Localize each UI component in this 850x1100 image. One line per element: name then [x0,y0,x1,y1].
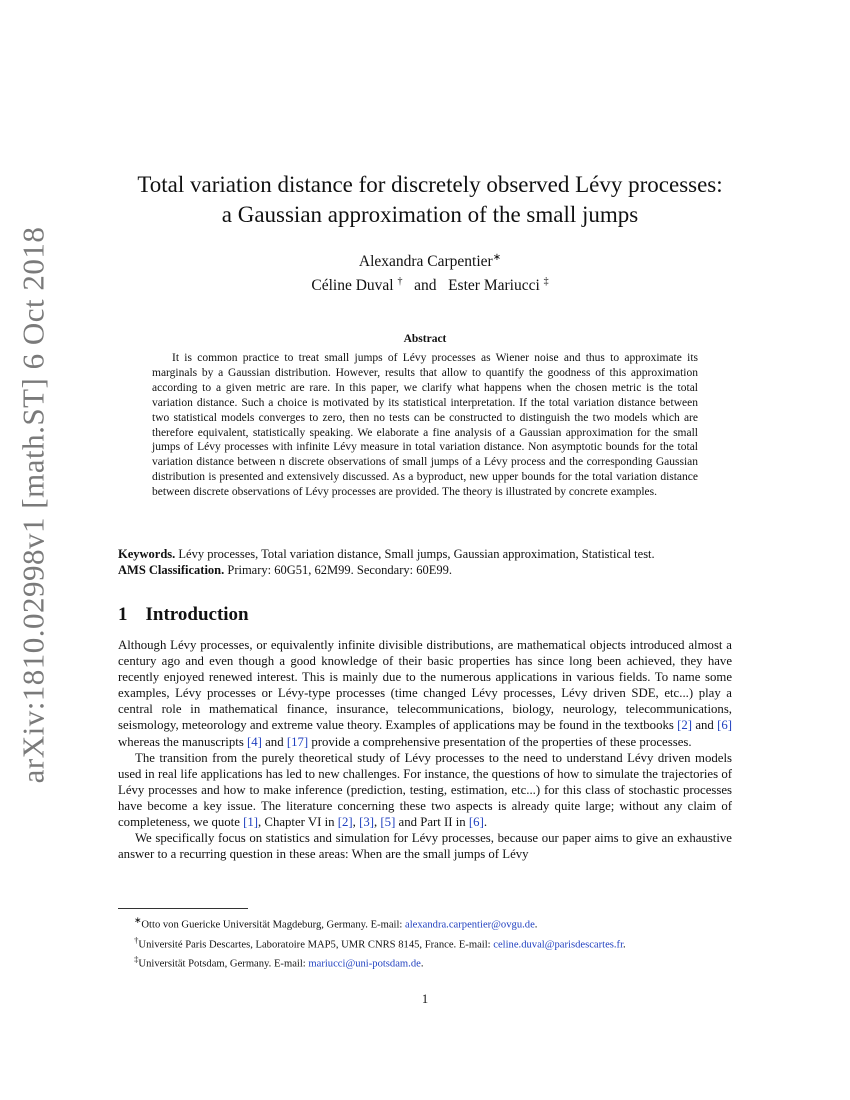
keywords-block [118,546,738,578]
author-block [110,248,750,296]
keywords-line: Keywords. Lévy processes, Total variation distance, Small jumps, Gaussian approximation, Statistical test. [118,547,655,561]
abstract-text: It is common practice to treat small jumps of Lévy processes as Wiener noise and thus to approximate its marginals by a Gaussian distribution. However, results that allow to quantify the goodness of this approximation according to a given metric are rare. In this paper, we clarify what happens when the chosen metric is the total variation distance. Such a choice is motivated by its statistical interpretation. If the total variation distance between two statistical models converges to zero, then no tests can be constructed to distinguish the two models which are therefore equivalent, statistically speaking. We elaborate a fine analysis of a Gaussian approximation for the small jumps of Lévy processes with infinite Lévy measure in total variation distance. Non asymptotic bounds for the total variation distance between n discrete observations of small jumps of a Lévy process and the corresponding Gaussian distribution is presented and extensively discussed. As a byproduct, new upper bounds for the total variation distance between discrete observations of Lévy processes are provided. The theory is illustrated by concrete examples. [152,352,698,499]
citation-link[interactable]: [2] [677,718,693,733]
author-line-2: Céline Duval † and Ester Mariucci ‡ [311,276,549,295]
citation-link[interactable]: [4] [247,734,262,749]
email-link[interactable]: mariucci@uni-potsdam.de [308,959,421,970]
page-number: 1 [421,992,429,1006]
author-line-1: Alexandra Carpentier∗ [358,252,502,271]
citation-link[interactable]: [6] [717,718,732,733]
paragraph-2: The transition from the purely theoretical study of Lévy processes to the need to understand Lévy driven models used in real life applications has led to new challenges. For instance, the questions of how to simulate the trajectories of Lévy processes and how to make inference (prediction, testing, estimation, etc...) for this class of stochastic processes have become a key issue. The literature concerning these two aspects is already quite large; without any claim of completeness, we quote [1], Chapter VI in [2], [3], [5] and Part II in [6]. [118,750,732,830]
footnote: †Université Paris Descartes, Laboratoire MAP5, UMR CNRS 8145, France. E-mail: celine.duval@parisdescartes.fr. [134,934,626,951]
citation-link[interactable]: [2] [337,815,353,830]
abstract-heading: Abstract [403,333,447,345]
footnotes [118,913,738,972]
title-line-2: a Gaussian approximation of the small jumps [221,202,639,227]
footnote-divider [118,908,248,909]
citation-link[interactable]: [17] [286,734,309,749]
footnote: ∗Otto von Guericke Universität Magdeburg, Germany. E-mail: alexandra.carpentier@ovgu.de. [134,915,538,931]
section-heading: 1 Introduction [118,604,249,625]
paragraph-3: We specifically focus on statistics and simulation for Lévy processes, because our paper aims to give an exhaustive answer to a recurring question in these areas: When are the small jumps of Lévy [118,831,732,862]
citation-link[interactable]: [1] [243,815,259,830]
introduction-body [118,637,732,862]
paper-title [110,170,750,230]
paragraph-1: Although Lévy processes, or equivalently infinite divisible distributions, are mathematical objects introduced almost a century ago and even though a good knowledge of their basic properties has since long been achieved, they have recently enjoyed renewed interest. This is mainly due to the numerous applications in various fields. To name some examples, Lévy processes or Lévy-type processes (time changed Lévy processes, Lévy driven SDE, etc...) play a central role in mathematical finance, insurance, telecommunications, biology, neurology, telecommunications, seismology, meteorology and extreme value theory. Examples of applications may be found in the textbooks [2] and [6] whereas the manuscripts [4] and [17] provide a comprehensive presentation of the properties of these processes. [118,638,732,749]
ams-line: AMS Classification. Primary: 60G51, 62M99. Secondary: 60E99. [118,563,453,577]
citation-link[interactable]: [6] [468,815,484,830]
footnote: ‡Universität Potsdam, Germany. E-mail: mariucci@uni-potsdam.de. [134,954,424,970]
email-link[interactable]: celine.duval@parisdescartes.fr [493,939,624,951]
title-line-1: Total variation distance for discretely observed Lévy processes: [137,172,723,197]
citation-link[interactable]: [5] [380,815,396,830]
arxiv-side-label: arXiv:1810.02998v1 [math.ST] 6 Oct 2018 [15,226,51,784]
citation-link[interactable]: [3] [359,815,374,830]
email-link[interactable]: alexandra.carpentier@ovgu.de [405,919,535,931]
